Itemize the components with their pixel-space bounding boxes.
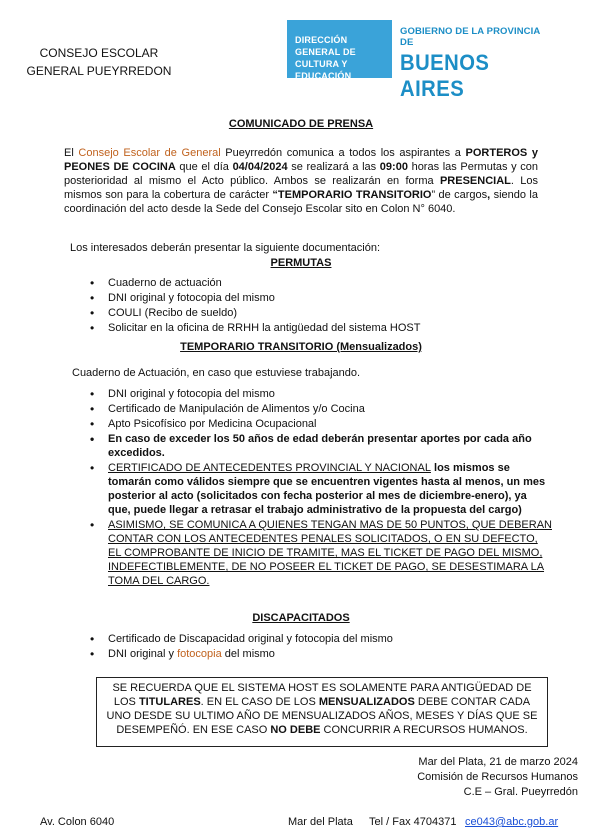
signature-council: C.E – Gral. Pueyrredón	[463, 786, 578, 798]
intro-text: siendo la coordinación del acto desde la Sede del Consejo Escolar sito en Colon N° 6040.	[64, 189, 538, 215]
intro-text: se realizará a las	[287, 161, 380, 173]
intro-text: El	[64, 147, 79, 159]
certificate-item	[90, 461, 552, 517]
intro-date: 04/04/2024	[232, 161, 288, 173]
list-item-text: del mismo	[221, 648, 275, 660]
permutas-title: PERMUTAS	[270, 257, 332, 269]
documentation-lead: Los interesados deberán presentar la siguiente documentación:	[70, 242, 381, 254]
dgcye-logo-line1: DIRECCIÓN GENERAL DE	[295, 35, 356, 57]
temporario-title: TEMPORARIO TRANSITORIO (Mensualizados)	[180, 341, 422, 353]
discapacitados-title: DISCAPACITADOS	[252, 612, 350, 624]
signature-date: Mar del Plata, 21 de marzo 2024	[418, 756, 578, 768]
certificate-detail: los mismos se tomarán como válidos siempre que se encuentren vigentes hasta al menos, un mes posterior al acto (solicitados con fecha posterior al mes de diciembre-enero), ya que, puede llegar a retrasar el trabajo administrativo de la propuesta del cargo)	[108, 462, 546, 516]
list-item: • Certificado de Manipulación de Alimentos y/o Cocina	[90, 402, 552, 416]
notice-bold: NO DEBE	[270, 724, 321, 736]
notice-text: SE RECUERDA QUE EL SISTEMA HOST ES SOLAMENTE PARA ANTIGÜEDAD DE LOS	[112, 682, 532, 708]
page-title: COMUNICADO DE PRENSA	[228, 118, 374, 130]
intro-text: horas las Permutas y con posterioridad al mismo el Acto público. Ambos se realizarán en forma	[64, 161, 539, 187]
list-item: • DNI original y fotocopia del mismo	[90, 387, 552, 401]
intro-text: que el día	[175, 161, 233, 173]
intro-text: Pueyrredón comunica a todos los aspirantes a	[220, 147, 466, 159]
province-logo-line1: GOBIERNO DE LA PROVINCIA DE	[400, 26, 540, 48]
signature-commission: Comisión de Recursos Humanos	[417, 771, 578, 783]
notice-text: . EN EL CASO DE LOS	[200, 696, 319, 708]
footer-email-link[interactable]: ce043@abc.gob.ar	[465, 816, 559, 828]
list-item-text: DNI original y	[108, 648, 178, 660]
notice-text: CONCURRIR A RECURSOS HUMANOS.	[320, 724, 528, 736]
notice-text: DEBE CONTAR CADA UNO DESDE SU ULTIMO AÑO DE MENSUALIZADOS AÑOS, MESES Y DÍAS QUE SE DESEMPEÑÓ. EN ESE CASO	[106, 696, 538, 736]
list-item: • COULI (Recibo de sueldo)	[90, 306, 420, 320]
host-notice-box	[96, 677, 548, 747]
intro-text: ” de cargos	[431, 189, 488, 201]
council-name	[24, 44, 174, 80]
notice-bold: MENSUALIZADOS	[318, 696, 415, 708]
list-item-highlight: fotocopia	[177, 648, 222, 660]
list-item: • Apto Psicofísico por Medicina Ocupacional	[90, 417, 552, 431]
province-logo	[400, 26, 540, 102]
age-requirement-item: • En caso de exceder los 50 años de edad deberán presentar aportes por cada año excedidos.	[90, 432, 552, 460]
dgcye-logo-line2: CULTURA Y EDUCACIÓN	[295, 59, 352, 81]
list-item: • Cuaderno de actuación	[90, 276, 420, 290]
dgcye-logo	[287, 20, 392, 81]
list-item: • Certificado de Discapacidad original y fotocopia del mismo	[90, 632, 393, 646]
intro-time: 09:00	[379, 161, 408, 173]
council-name-line1: CONSEJO ESCOLAR	[39, 46, 159, 60]
intro-text: . Los mismos son para la cobertura de carácter	[64, 175, 538, 201]
asimismo-item: • ASIMISMO, SE COMUNICA A QUIENES TENGAN MAS DE 50 PUNTOS, QUE DEBERAN CONTAR CON LOS ANTECEDENTES PENALES SOLICITADOS, O EN SU DEFECTO, EL COMPROBANTE DE INICIO DE TRAMITE, MAS EL TICKET DE PAGO DEL MISMO, INDEFECTIBLEMENTE, DE NO POSEER EL TICKET DE PAGO, SE DESESTIMARA LA TOMA DEL CARGO.	[90, 518, 552, 588]
intro-mode: PRESENCIAL	[439, 175, 511, 187]
signature-block	[328, 755, 578, 800]
temporario-list	[90, 387, 552, 589]
permutas-list	[90, 276, 420, 336]
intro-positions: PORTEROS y PEONES DE COCINA	[64, 147, 538, 173]
temporario-lead: Cuaderno de Actuación, en caso que estuviese trabajando.	[72, 367, 361, 379]
certificate-title: CERTIFICADO DE ANTECEDENTES PROVINCIAL Y NACIONAL	[108, 462, 431, 474]
council-name-line2: GENERAL PUEYRREDON	[26, 64, 172, 78]
intro-character: “TEMPORARIO TRANSITORIO	[272, 189, 432, 201]
intro-org: Consejo Escolar de General	[78, 147, 221, 159]
province-logo-line2: BUENOS AIRES	[400, 50, 490, 101]
notice-bold: TITULARES	[138, 696, 201, 708]
intro-paragraph	[64, 146, 538, 216]
footer-address: Av. Colon 6040	[40, 816, 115, 828]
list-item: • DNI original y fotocopia del mismo	[90, 291, 420, 305]
list-item: • Solicitar en la oficina de RRHH la antigüedad del sistema HOST	[90, 321, 420, 335]
list-item	[90, 647, 393, 661]
intro-comma: ,	[487, 189, 491, 201]
discapacitados-list	[90, 632, 393, 662]
footer-city: Mar del Plata	[288, 816, 353, 828]
footer-phone: Tel / Fax 4704371	[369, 816, 457, 828]
